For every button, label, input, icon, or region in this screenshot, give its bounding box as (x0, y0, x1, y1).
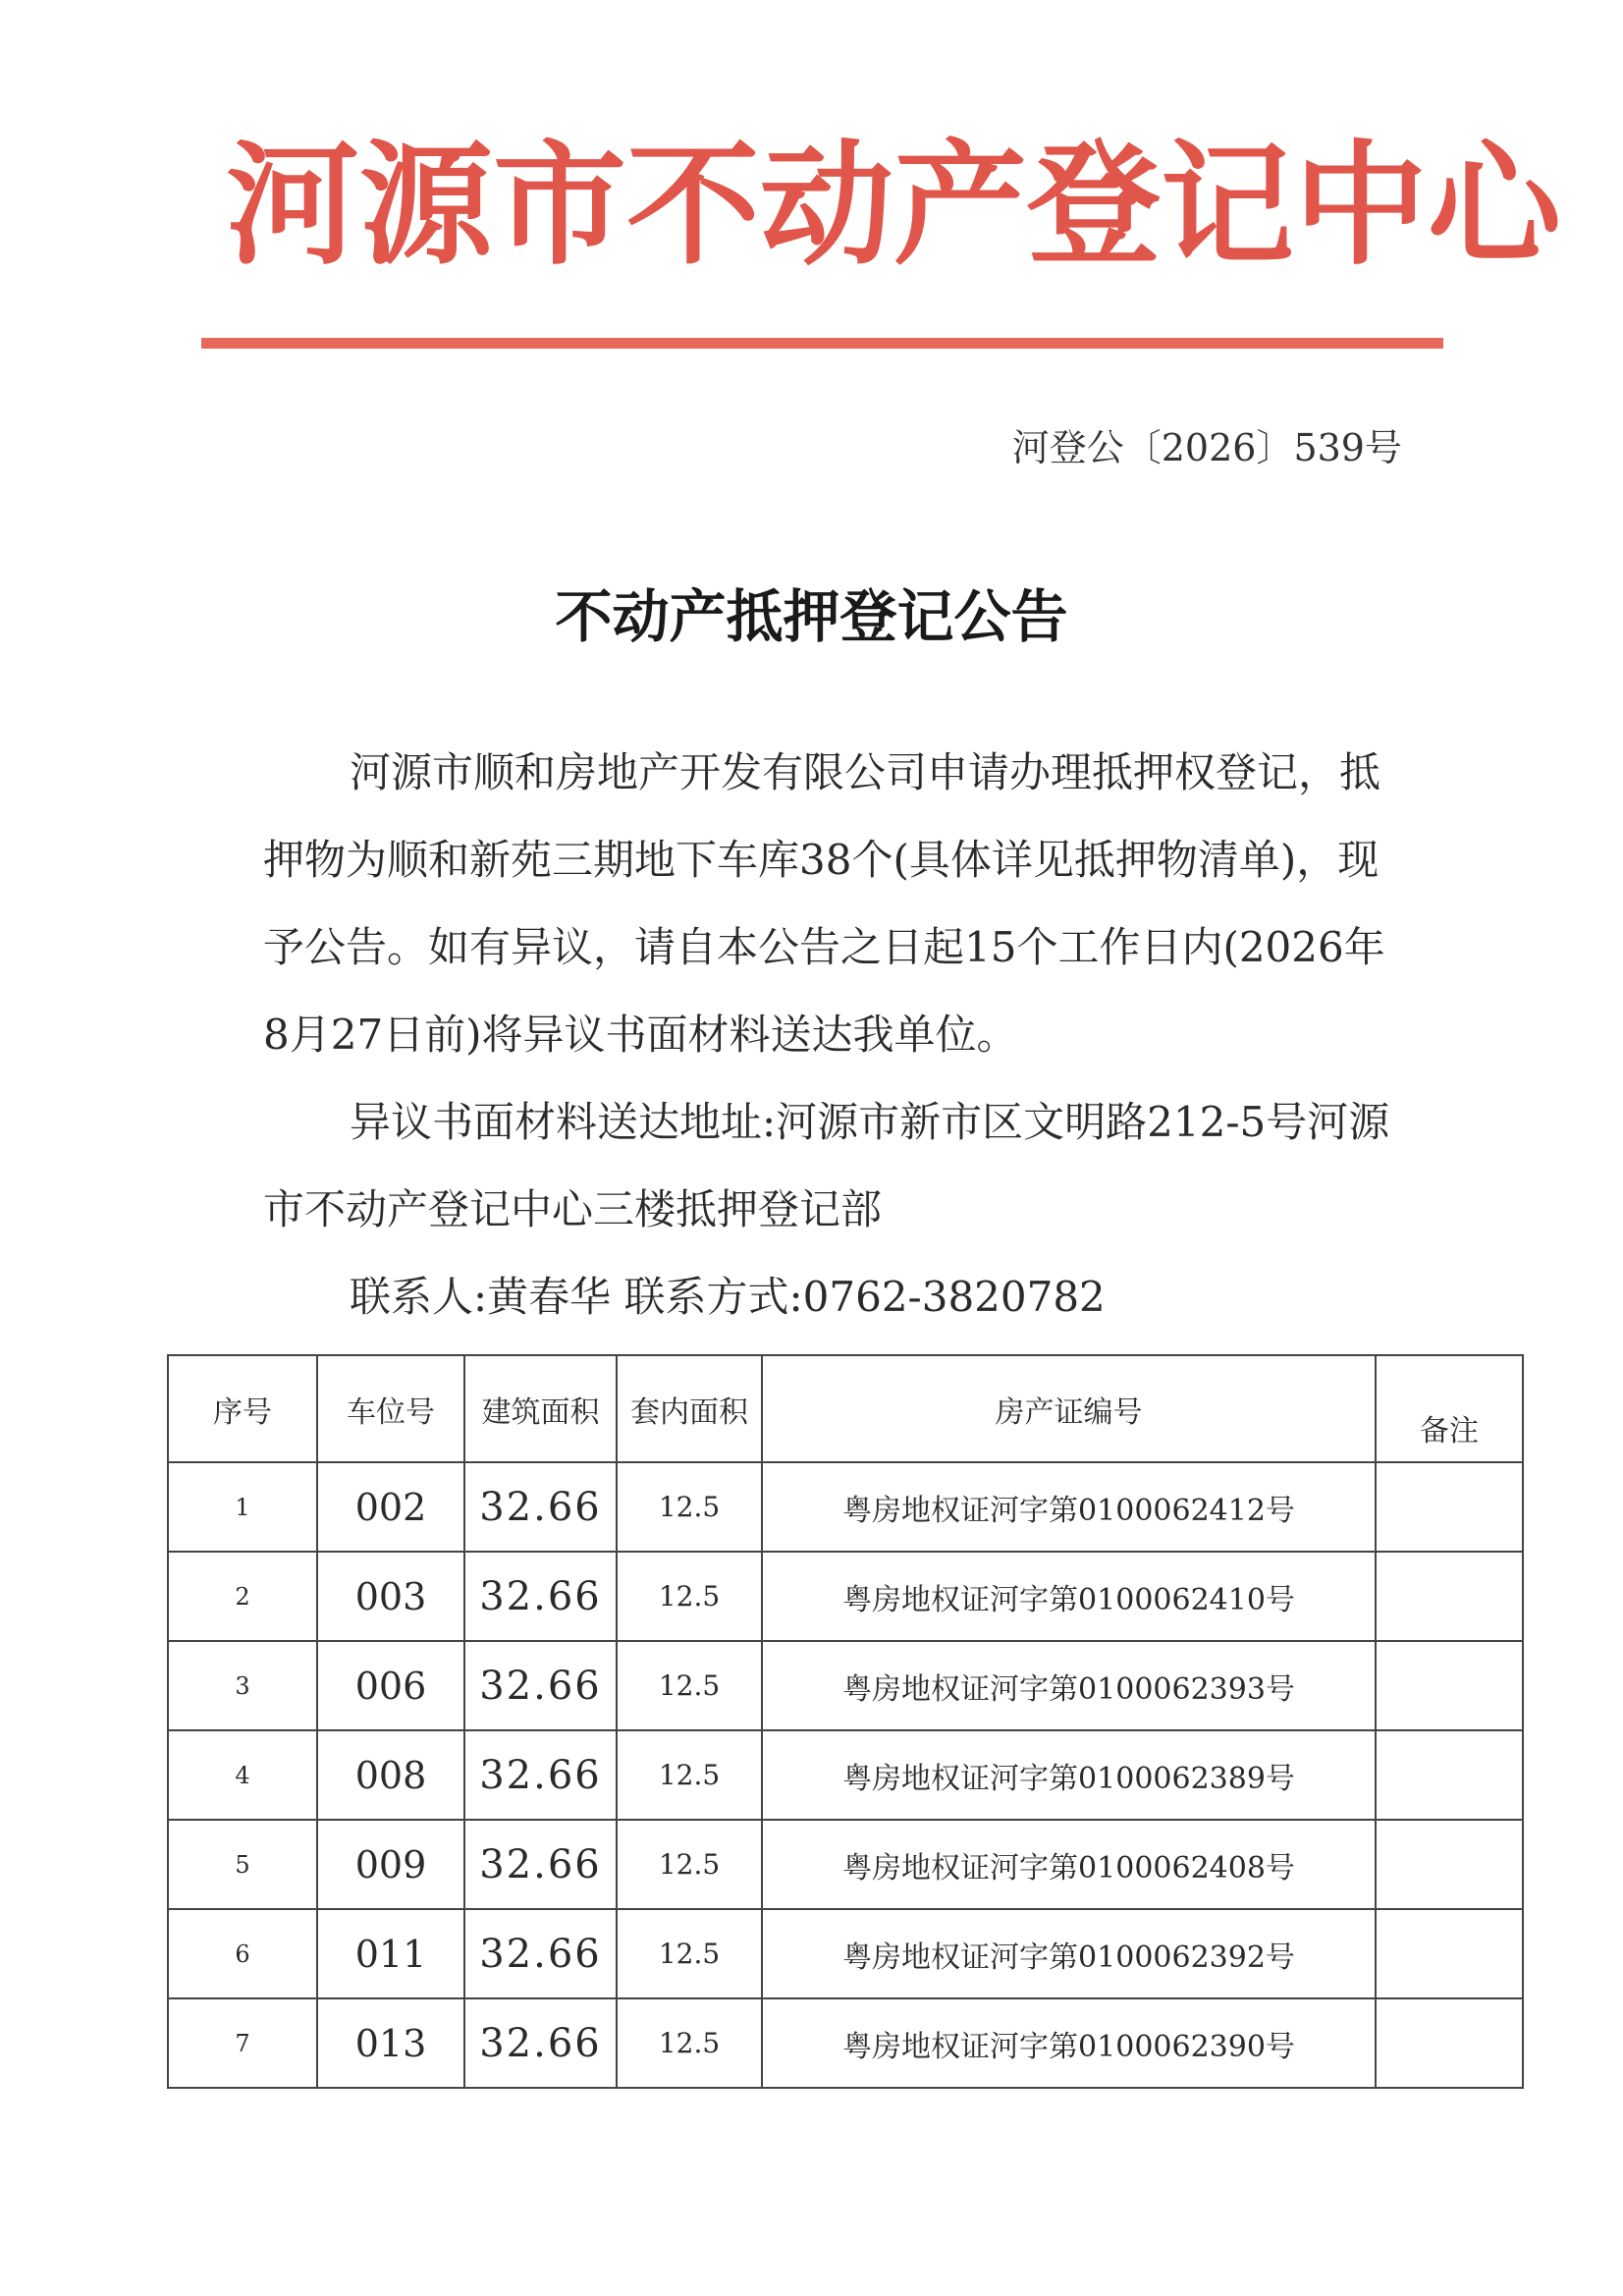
cell-remark (1376, 1730, 1523, 1820)
contact-paragraph (263, 1253, 1402, 1340)
header-char: 动 (760, 129, 893, 284)
cell-building-area: 32.66 (464, 1730, 617, 1820)
cell-building-area: 32.66 (464, 1641, 617, 1730)
table-row (168, 1909, 1523, 1998)
contact-text: 联系人:黄春华 联系方式:0762-3820782 (350, 1273, 1106, 1321)
cell-cert-no: 粤房地权证河字第0100062389号 (762, 1730, 1376, 1820)
header-char: 登 (1027, 129, 1161, 284)
header-char: 不 (626, 129, 760, 284)
cell-remark (1376, 1909, 1523, 1998)
cell-inner-area: 12.5 (617, 1998, 762, 2088)
header-char: 记 (1161, 129, 1294, 284)
header-remark: 备注 (1376, 1355, 1523, 1462)
cell-inner-area: 12.5 (617, 1552, 762, 1641)
cell-space-no: 011 (317, 1909, 464, 1998)
page-title: 不动产抵押登记公告 (555, 583, 1068, 650)
header-char: 源 (359, 129, 493, 284)
table-row (168, 1998, 1523, 2088)
header-index: 序号 (168, 1355, 317, 1462)
table-row (168, 1641, 1523, 1730)
header-cert-no: 房产证编号 (762, 1355, 1376, 1462)
header-building-area: 建筑面积 (464, 1355, 617, 1462)
cell-inner-area: 12.5 (617, 1909, 762, 1998)
address-paragraph (263, 1078, 1402, 1253)
cell-remark (1376, 1462, 1523, 1552)
cell-cert-no: 粤房地权证河字第0100062412号 (762, 1462, 1376, 1552)
cell-index: 7 (168, 1998, 317, 2088)
cell-cert-no: 粤房地权证河字第0100062390号 (762, 1998, 1376, 2088)
cell-building-area: 32.66 (464, 1462, 617, 1552)
cell-inner-area: 12.5 (617, 1820, 762, 1909)
cell-cert-no: 粤房地权证河字第0100062393号 (762, 1641, 1376, 1730)
cell-space-no: 002 (317, 1462, 464, 1552)
cell-index: 5 (168, 1820, 317, 1909)
cell-space-no: 003 (317, 1552, 464, 1641)
cell-remark (1376, 1998, 1523, 2088)
cell-inner-area: 12.5 (617, 1730, 762, 1820)
cell-remark (1376, 1820, 1523, 1909)
cell-index: 6 (168, 1909, 317, 1998)
table-row (168, 1730, 1523, 1820)
cell-space-no: 006 (317, 1641, 464, 1730)
cell-remark (1376, 1552, 1523, 1641)
cell-space-no: 009 (317, 1820, 464, 1909)
address-text: 异议书面材料送达地址:河源市新市区文明路212-5号河源市不动产登记中心三楼抵押登记部 (263, 1098, 1390, 1233)
header-char: 产 (893, 129, 1027, 284)
document-number: 河登公〔2026〕539号 (1011, 426, 1402, 469)
cell-building-area: 32.66 (464, 1909, 617, 1998)
cell-remark (1376, 1641, 1523, 1730)
cell-index: 2 (168, 1552, 317, 1641)
cell-building-area: 32.66 (464, 1998, 617, 2088)
header-char: 河 (226, 129, 359, 284)
cell-cert-no: 粤房地权证河字第0100062392号 (762, 1909, 1376, 1998)
cell-inner-area: 12.5 (617, 1462, 762, 1552)
organization-header (226, 123, 1561, 290)
header-divider (201, 338, 1443, 349)
cell-building-area: 32.66 (464, 1552, 617, 1641)
cell-cert-no: 粤房地权证河字第0100062408号 (762, 1820, 1376, 1909)
header-char: 中 (1294, 129, 1428, 284)
header-char: 市 (493, 129, 626, 284)
notice-text: 河源市顺和房地产开发有限公司申请办理抵押权登记，抵押物为顺和新苑三期地下车库38个(具体详见抵押物清单)，现予公告。如有异议，请自本公告之日起15个工作日内(2026年8月27日前)将异议书面材料送达我单位。 (263, 748, 1385, 1059)
cell-space-no: 008 (317, 1730, 464, 1820)
cell-index: 3 (168, 1641, 317, 1730)
header-char: 心 (1428, 129, 1561, 284)
header-space-no: 车位号 (317, 1355, 464, 1462)
header-inner-area: 套内面积 (617, 1355, 762, 1462)
collateral-table (167, 1354, 1524, 2089)
table-row (168, 1462, 1523, 1552)
cell-inner-area: 12.5 (617, 1641, 762, 1730)
cell-space-no: 013 (317, 1998, 464, 2088)
cell-cert-no: 粤房地权证河字第0100062410号 (762, 1552, 1376, 1641)
cell-building-area: 32.66 (464, 1820, 617, 1909)
cell-index: 4 (168, 1730, 317, 1820)
table-header-row (168, 1355, 1523, 1462)
table-row (168, 1820, 1523, 1909)
notice-paragraph (263, 729, 1402, 1078)
cell-index: 1 (168, 1462, 317, 1552)
table-row (168, 1552, 1523, 1641)
